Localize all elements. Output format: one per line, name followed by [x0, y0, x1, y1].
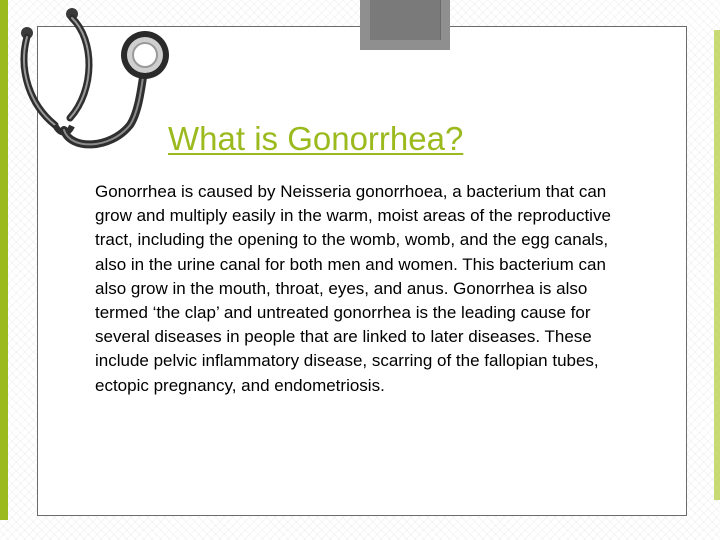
slide-title: What is Gonorrhea?: [168, 120, 464, 157]
corner-tab-inner: [370, 0, 441, 40]
accent-bar-right: [714, 30, 720, 500]
slide-body-text: Gonorrhea is caused by Neisseria gonorrhoea, a bacterium that can grow and multiply easily in the warm, moist areas of the reproductive tract, including the opening to the womb, womb, and the egg canals, also in the urine canal for both men and women. This bacterium can also grow in the mouth, throat, eyes, and anus. Gonorrhea is also termed ‘the clap’ and untreated gonorrhea is the leading cause for several diseases in people that are linked to later diseases. These include pelvic inflammatory disease, scarring of the fallopian tubes, ectopic pregnancy, and endometriosis.: [95, 182, 611, 395]
